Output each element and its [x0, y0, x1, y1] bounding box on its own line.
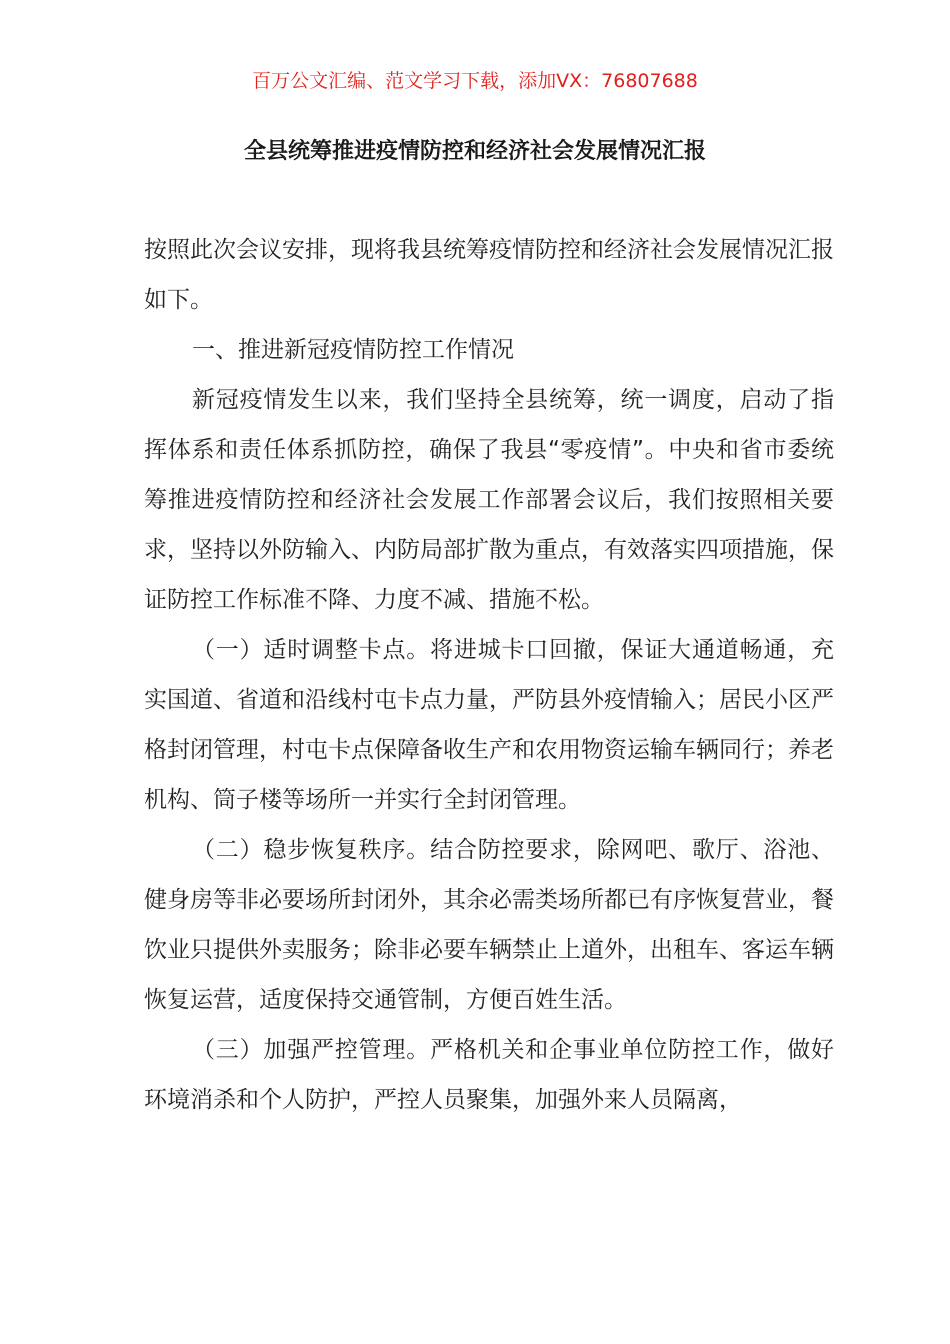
body-paragraph: 新冠疫情发生以来，我们坚持全县统筹，统一调度，启动了指挥体系和责任体系抓防控，确保了我县“零疫情”。中央和省市委统筹推进疫情防控和经济社会发展工作部署会议后，我们按照相关要求，坚持以外防输入、内防局部扩散为重点，有效落实四项措施，保证防控工作标准不降、力度不减、措施不松。: [144, 387, 834, 613]
body-paragraph: （一）适时调整卡点。将进城卡口回撤，保证大通道畅通，充实国道、省道和沿线村屯卡点力量，严防县外疫情输入；居民小区严格封闭管理，村屯卡点保障备收生产和农用物资运输车辆同行；养老机构、筒子楼等场所一并实行全封闭管理。: [144, 637, 834, 813]
section-heading: 一、推进新冠疫情防控工作情况: [192, 337, 514, 363]
body-paragraph: （三）加强严控管理。严格机关和企事业单位防控工作，做好环境消杀和个人防护，严控人员聚集，加强外来人员隔离，: [144, 1037, 834, 1113]
document-title: 全县统筹推进疫情防控和经济社会发展情况汇报: [243, 139, 706, 164]
intro-paragraph: 按照此次会议安排，现将我县统筹疫情防控和经济社会发展情况汇报如下。: [144, 237, 834, 313]
document-body: [144, 225, 834, 1125]
body-paragraph: （二）稳步恢复秩序。结合防控要求，除网吧、歌厅、浴池、健身房等非必要场所封闭外，其余必需类场所都已有序恢复营业，餐饮业只提供外卖服务；除非必要车辆禁止上道外，出租车、客运车辆恢复运营，适度保持交通管制，方便百姓生活。: [144, 837, 834, 1013]
header-promo-note: 百万公文汇编、范文学习下载，添加VX：76807688: [252, 70, 698, 92]
